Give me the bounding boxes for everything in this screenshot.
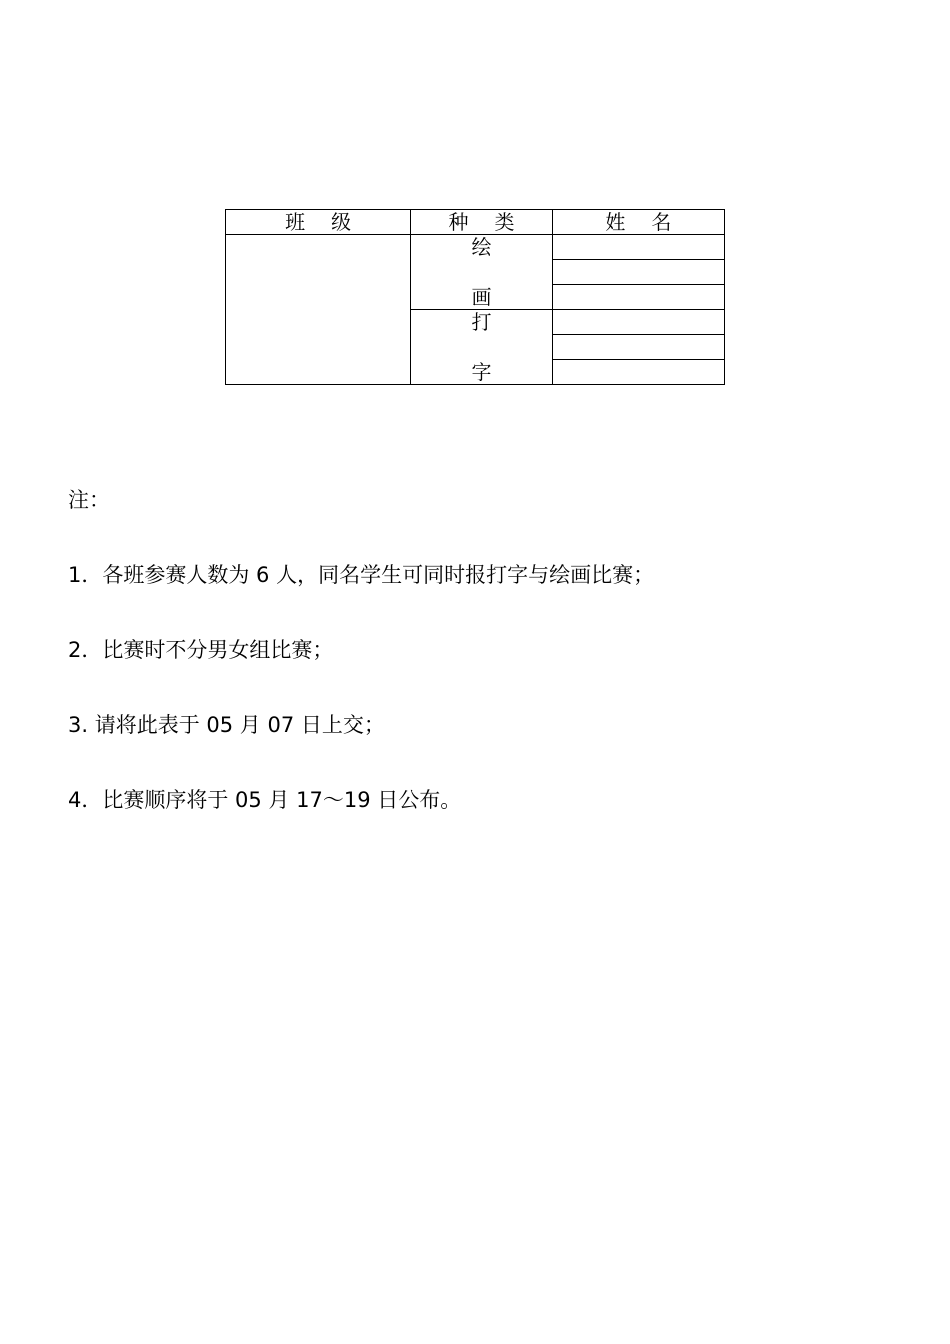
header-name-char-2: 名 — [651, 210, 672, 234]
header-name-char-1: 姓 — [605, 210, 626, 234]
name-cell[interactable] — [552, 360, 724, 385]
category-typing-char-1: 打 — [471, 310, 492, 334]
name-cell[interactable] — [552, 235, 724, 260]
header-name — [552, 210, 724, 235]
header-type-char-2: 类 — [494, 210, 515, 234]
header-type-char-1: 种 — [448, 210, 469, 234]
header-class-char-2: 级 — [331, 210, 352, 234]
category-typing-char-2: 字 — [471, 360, 492, 384]
note-item-2: 2．比赛时不分男女组比赛； — [68, 638, 334, 662]
category-drawing — [411, 235, 552, 310]
header-class-char-1: 班 — [285, 210, 306, 234]
header-type — [411, 210, 552, 235]
name-cell[interactable] — [552, 335, 724, 360]
category-typing — [411, 310, 552, 385]
note-item-1: 1．各班参赛人数为 6 人，同名学生可同时报打字与绘画比赛； — [68, 563, 655, 587]
table-row — [226, 235, 725, 260]
class-cell[interactable] — [226, 235, 411, 385]
note-item-4: 4．比赛顺序将于 05 月 17～19 日公布。 — [68, 788, 462, 812]
registration-table — [225, 209, 725, 385]
name-cell[interactable] — [552, 310, 724, 335]
name-cell[interactable] — [552, 260, 724, 285]
category-drawing-char-1: 绘 — [471, 235, 492, 259]
header-class — [226, 210, 411, 235]
category-drawing-char-2: 画 — [471, 285, 492, 309]
notes-section — [68, 438, 654, 838]
table-header-row — [226, 210, 725, 235]
notes-title: 注： — [68, 488, 110, 512]
name-cell[interactable] — [552, 285, 724, 310]
note-item-3: 3. 请将此表于 05 月 07 日上交； — [68, 713, 385, 737]
